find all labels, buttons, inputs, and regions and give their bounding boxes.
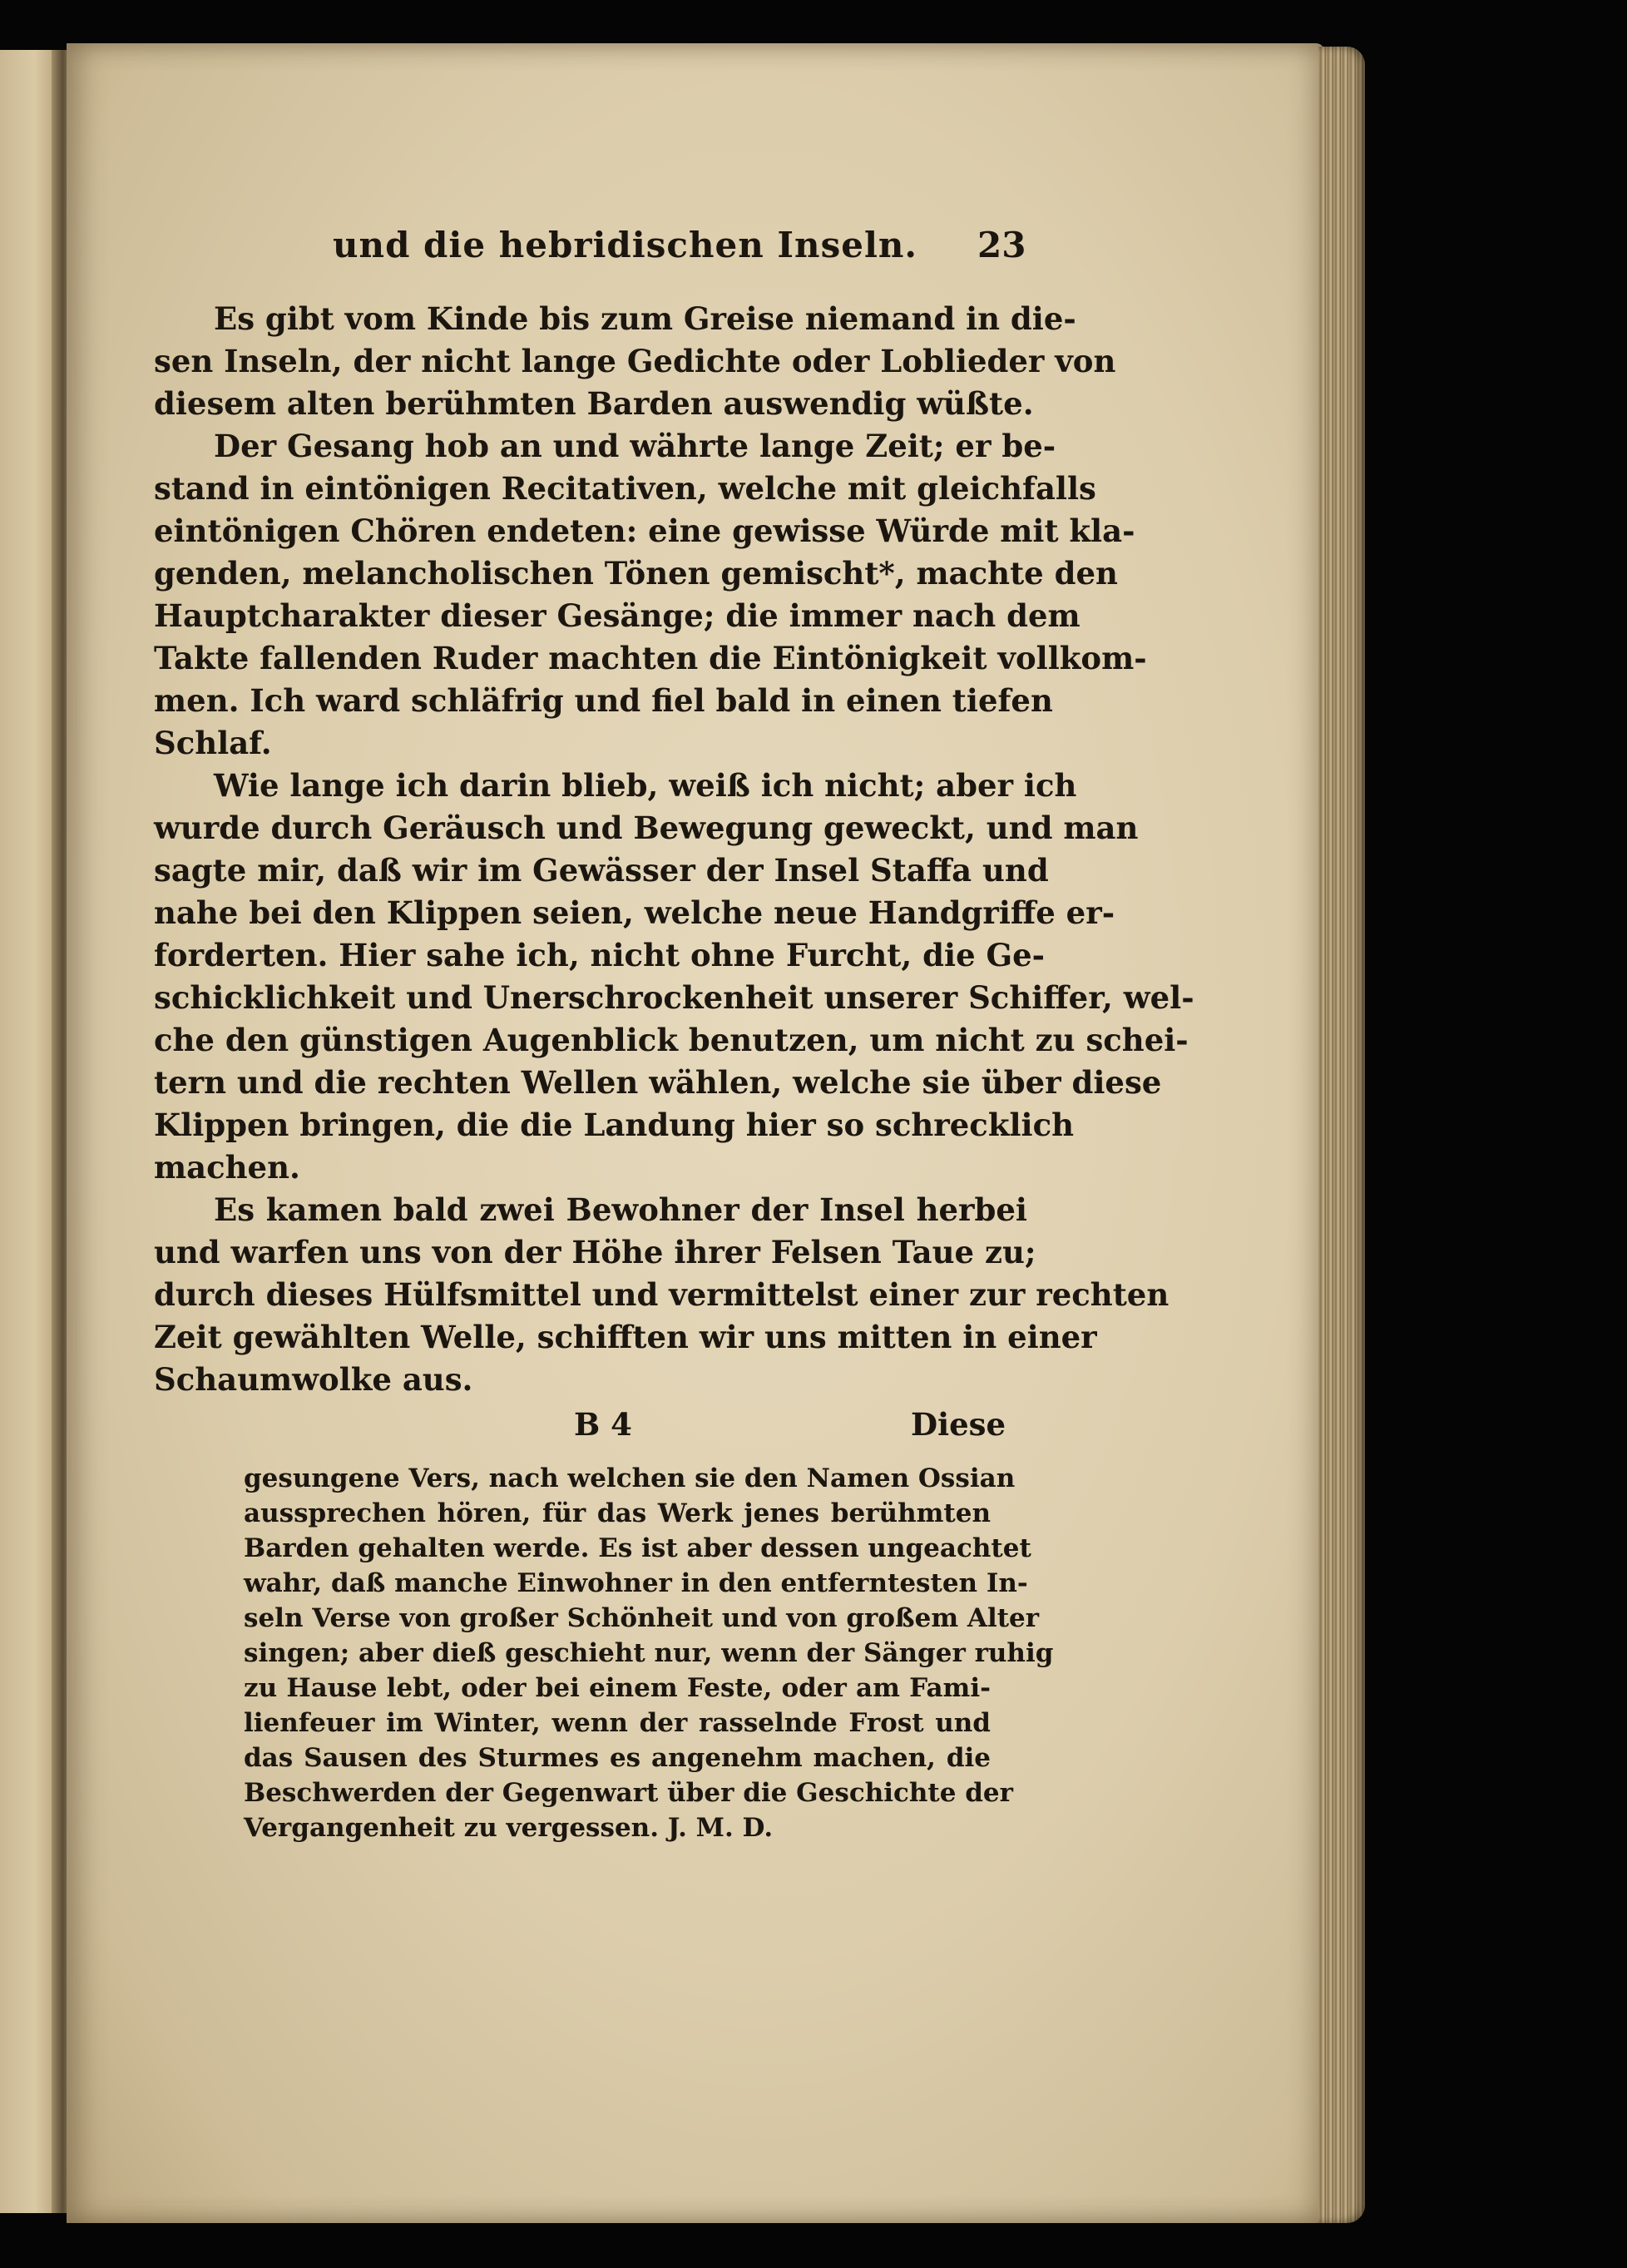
catchword: Diese — [911, 1406, 1006, 1443]
footnote-line: aussprechen hören, für das Werk jenes berühmten — [244, 1498, 991, 1528]
text-line: machen. — [154, 1149, 300, 1186]
signature-row — [154, 1406, 1027, 1456]
text-line: Wie lange ich darin blieb, weiß ich nicht; aber ich — [214, 767, 1077, 804]
paragraph — [154, 1189, 1170, 1401]
footnote-line: das Sausen des Sturmes es angenehm machen, die — [244, 1743, 991, 1773]
paragraph — [154, 425, 1147, 765]
text-line: stand in eintönigen Recitativen, welche mit gleichfalls — [154, 470, 1096, 507]
footnote-line: Vergangenheit zu vergessen. J. M. D. — [244, 1813, 774, 1843]
text-line: Der Gesang hob an und währte lange Zeit; er be- — [214, 428, 1056, 464]
text-line: diesem alten berühmten Barden auswendig wüßte. — [154, 385, 1034, 422]
signature-mark: B 4 — [574, 1406, 632, 1443]
footnote — [244, 1461, 1054, 1845]
text-line: forderten. Hier sahe ich, nicht ohne Furcht, die Ge- — [154, 937, 1045, 973]
footnote-line: Barden gehalten werde. Es ist aber dessen ungeachtet — [244, 1533, 1031, 1563]
text-line: sen Inseln, der nicht lange Gedichte oder Loblieder von — [154, 343, 1116, 379]
text-line: wurde durch Geräusch und Bewegung geweckt, und man — [154, 810, 1139, 846]
running-head — [154, 225, 1027, 283]
text-line: Es kamen bald zwei Bewohner der Insel herbei — [214, 1191, 1027, 1228]
paragraph — [154, 298, 1116, 425]
text-line: tern und die rechten Wellen wählen, welche sie über diese — [154, 1064, 1162, 1101]
text-line: Schlaf. — [154, 725, 272, 761]
page-content — [154, 225, 1194, 1845]
footnote-line: lienfeuer im Winter, wenn der rasselnde Frost und — [244, 1708, 991, 1738]
text-line: genden, melancholischen Tönen gemischt*, machte den — [154, 555, 1118, 592]
footnote-line: wahr, daß manche Einwohner in den entferntesten In- — [244, 1568, 1028, 1598]
text-line: durch dieses Hülfsmittel und vermittelst einer zur rechten — [154, 1276, 1170, 1313]
page-stack-edge — [1318, 47, 1365, 2223]
page-number: 23 — [977, 225, 1026, 265]
text-line: Takte fallenden Ruder machten die Eintönigkeit vollkom- — [154, 640, 1147, 676]
left-page-edge — [0, 50, 58, 2213]
text-line: Zeit gewählten Welle, schifften wir uns mitten in einer — [154, 1319, 1097, 1355]
text-line: Schaumwolke aus. — [154, 1361, 473, 1398]
text-line: schicklichkeit und Unerschrockenheit unserer Schiffer, wel- — [154, 979, 1194, 1016]
text-line: Hauptcharakter dieser Gesänge; die immer nach dem — [154, 597, 1081, 634]
footnote-line: Beschwerden der Gegenwart über die Geschichte der — [244, 1778, 1013, 1808]
text-line: Klippen bringen, die die Landung hier so schrecklich — [154, 1107, 1075, 1143]
footnote-line: seln Verse von großer Schönheit und von großem Alter — [244, 1603, 1040, 1633]
text-line: eintönigen Chören endeten: eine gewisse Würde mit kla- — [154, 513, 1135, 549]
text-line: nahe bei den Klippen seien, welche neue Handgriffe er- — [154, 894, 1115, 931]
footnote-line: singen; aber dieß geschieht nur, wenn der Sänger ruhig — [244, 1638, 1054, 1668]
text-line: che den günstigen Augenblick benutzen, um nicht zu schei- — [154, 1022, 1189, 1058]
footnote-line: zu Hause lebt, oder bei einem Feste, oder am Fami- — [244, 1673, 991, 1703]
text-line: und warfen uns von der Höhe ihrer Felsen Taue zu; — [154, 1234, 1036, 1270]
text-line: sagte mir, daß wir im Gewässer der Insel Staffa und — [154, 852, 1049, 889]
paragraph — [154, 765, 1194, 1189]
running-title: und die hebridischen Inseln. — [333, 225, 918, 265]
text-line: men. Ich ward schläfrig und fiel bald in einen tiefen — [154, 682, 1053, 719]
footnote-line: gesungene Vers, nach welchen sie den Namen Ossian — [244, 1463, 1016, 1493]
text-line: Es gibt vom Kinde bis zum Greise niemand in die- — [214, 300, 1076, 337]
